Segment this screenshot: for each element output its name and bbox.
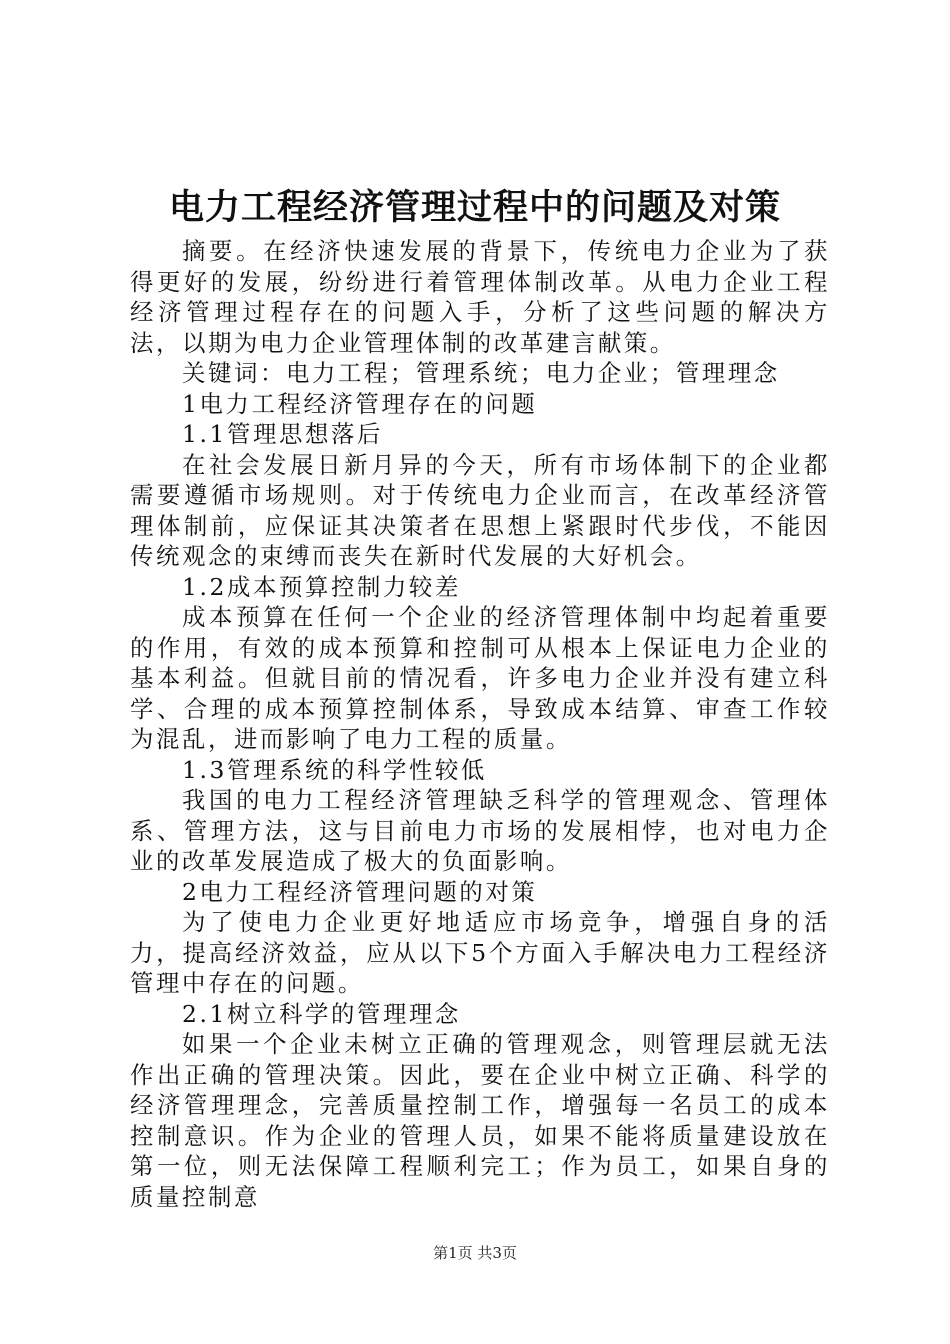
- body-paragraph: 成本预算在任何一个企业的经济管理体制中均起着重要的作用，有效的成本预算和控制可从根本上保证电力企业的基本利益。但就目前的情况看，许多电力企业并没有建立科学、合理的成本预算控制体系，导致成本结算、审查工作较为混乱，进而影响了电力工程的质量。: [130, 603, 830, 753]
- body-paragraph: 为了使电力企业更好地适应市场竞争，增强自身的活力，提高经济效益，应从以下5个方面入手解决电力工程经济管理中存在的问题。: [130, 908, 830, 997]
- subsection-heading: 2.1树立科学的管理理念: [182, 999, 461, 1028]
- body-paragraph: 如果一个企业未树立正确的管理观念，则管理层就无法作出正确的管理决策。因此，要在企业中树立正确、科学的经济管理理念，完善质量控制工作，增强每一名员工的成本控制意识。作为企业的管理人员，如果不能将质量建设放在第一位，则无法保障工程顺利完工；作为员工，如果自身的质量控制意: [130, 1030, 830, 1211]
- section-heading: 2电力工程经济管理问题的对策: [182, 877, 538, 906]
- document-title: 电力工程经济管理过程中的问题及对策: [168, 187, 781, 228]
- page-number-footer: 第1页 共3页: [433, 1244, 517, 1262]
- subsection-heading: 1.3管理系统的科学性较低: [182, 755, 487, 784]
- subsection-heading: 1.1管理思想落后: [182, 420, 383, 448]
- body-paragraph: 在社会发展日新月异的今天，所有市场体制下的企业都需要遵循市场规则。对于传统电力企业而言，在改革经济管理体制前，应保证其决策者在思想上紧跟时代步伐，不能因传统观念的束缚而丧失在新时代发展的大好机会。: [130, 450, 830, 570]
- body-paragraph: 我国的电力工程经济管理缺乏科学的管理观念、管理体系、管理方法，这与目前电力市场的发展相悖，也对电力企业的改革发展造成了极大的负面影响。: [130, 786, 830, 875]
- abstract-paragraph: 摘要。在经济快速发展的背景下，传统电力企业为了获得更好的发展，纷纷进行着管理体制改革。从电力企业工程经济管理过程存在的问题入手，分析了这些问题的解决方法，以期为电力企业管理体制的改革建言献策。: [130, 237, 830, 357]
- document-body: [130, 236, 830, 1212]
- section-heading: 1电力工程经济管理存在的问题: [182, 389, 538, 418]
- keywords-paragraph: 关键词：电力工程；管理系统；电力企业；管理理念: [182, 359, 780, 387]
- subsection-heading: 1.2成本预算控制力较差: [182, 572, 461, 601]
